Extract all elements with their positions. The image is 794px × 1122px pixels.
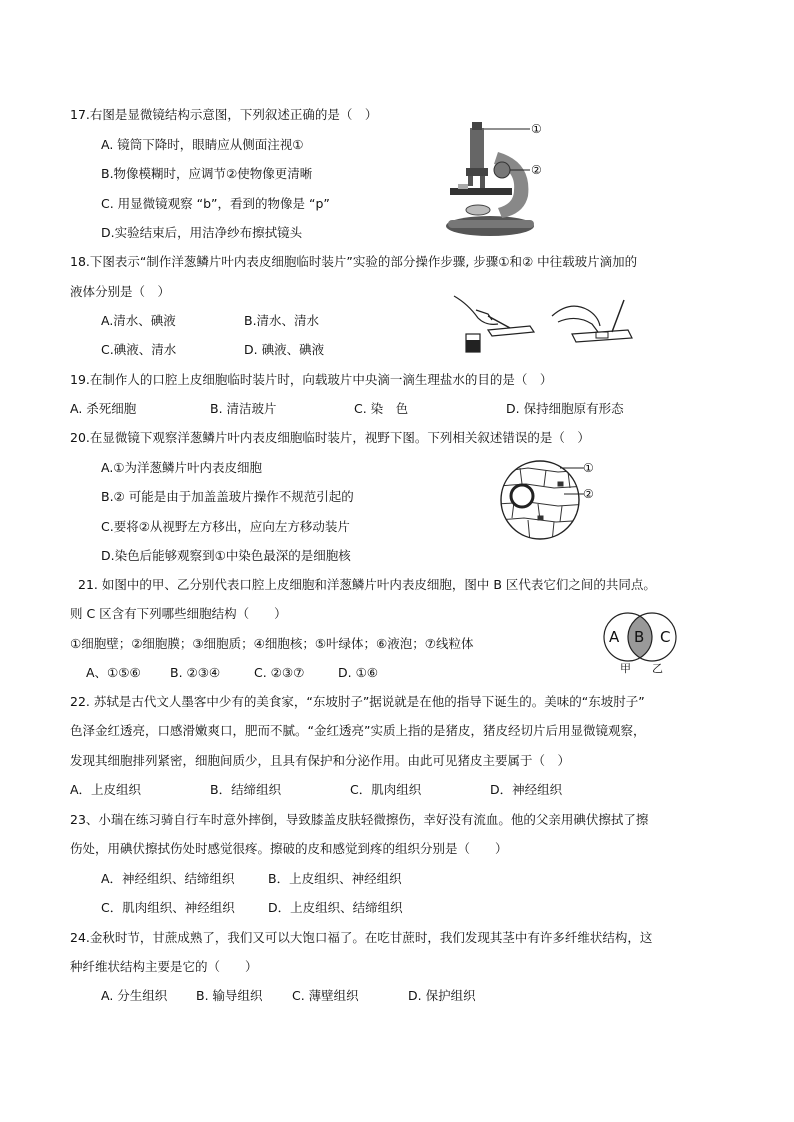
q20-option-a: A.①为洋葱鳞片叶内表皮细胞 xyxy=(101,460,263,475)
q21-items: ①细胞壁；②细胞膜；③细胞质；④细胞核；⑤叶绿体；⑥液泡；⑦线粒体 xyxy=(70,636,474,651)
q20-label-2: ② xyxy=(583,487,594,501)
slide-step-1-figure xyxy=(448,290,538,356)
q20-option-d: D.染色后能够观察到①中染色最深的是细胞核 xyxy=(101,548,351,563)
q17-label-2: ② xyxy=(531,163,542,177)
q17-option-b: B.物像模糊时，应调节②使物像更清晰 xyxy=(101,166,313,181)
venn-label-b: B xyxy=(634,628,645,646)
q21-option-c: C. ②③⑦ xyxy=(254,665,305,680)
q19-option-c: C. 染 色 xyxy=(354,401,409,416)
q19-option-a: A. 杀死细胞 xyxy=(70,401,137,416)
microscope-field-figure xyxy=(498,458,592,542)
q20-option-c: C.要将②从视野左方移出，应向左方移动装片 xyxy=(101,519,350,534)
q18-option-d: D. 碘液、碘液 xyxy=(244,342,325,357)
q24-line-1: 24.金秋时节，甘蔗成熟了，我们又可以大饱口福了。在吃甘蔗时，我们发现其茎中有许多纤维状结构，这 xyxy=(70,930,653,945)
q24-option-a: A. 分生组织 xyxy=(101,988,168,1003)
q24-option-c: C. 薄壁组织 xyxy=(292,988,359,1003)
q17-option-d: D.实验结束后，用洁净纱布擦拭镜头 xyxy=(101,225,303,240)
q17-option-a: A. 镜筒下降时，眼睛应从侧面注视① xyxy=(101,137,304,152)
q22-option-c: C．肌肉组织 xyxy=(350,782,422,797)
q21-option-b: B. ②③④ xyxy=(170,665,221,680)
q19-stem: 19.在制作人的口腔上皮细胞临时装片时，向载玻片中央滴一滴生理盐水的目的是（ ） xyxy=(70,372,553,387)
q24-option-b: B. 输导组织 xyxy=(196,988,263,1003)
q22-line-1: 22. 苏轼是古代文人墨客中少有的美食家，“东坡肘子”据说就是在他的指导下诞生的。美味的“东坡肘子” xyxy=(70,694,645,709)
q23-line-1: 23、小瑞在练习骑自行车时意外摔倒，导致膝盖皮肤轻微擦伤，幸好没有流血。他的父亲用碘伏擦拭了擦 xyxy=(70,812,649,827)
q21-option-a: A、①⑤⑥ xyxy=(86,665,141,680)
q19-option-b: B. 清洁玻片 xyxy=(210,401,277,416)
q20-option-b: B.② 可能是由于加盖盖玻片操作不规范引起的 xyxy=(101,489,354,504)
venn-label-jia: 甲 xyxy=(620,662,631,675)
q18-option-b: B.清水、清水 xyxy=(244,313,320,328)
q21-stem: 21. 如图中的甲、乙分别代表口腔上皮细胞和洋葱鳞片叶内表皮细胞，图中 B 区代表它们之间的共同点。 xyxy=(78,577,656,592)
venn-label-a: A xyxy=(609,628,620,646)
q22-option-b: B．结缔组织 xyxy=(210,782,282,797)
q21-stem-cont: 则 C 区含有下列哪些细胞结构（ ） xyxy=(70,606,287,621)
q24-option-d: D. 保护组织 xyxy=(408,988,476,1003)
venn-label-c: C xyxy=(660,628,671,646)
q20-label-1: ① xyxy=(583,461,594,475)
q18-option-c: C.碘液、清水 xyxy=(101,342,177,357)
q23-option-c: C．肌肉组织、神经组织 xyxy=(101,900,235,915)
q22-option-d: D．神经组织 xyxy=(490,782,563,797)
q23-option-b: B．上皮组织、神经组织 xyxy=(268,871,402,886)
q17-stem: 17.右图是显微镜结构示意图，下列叙述正确的是（ ） xyxy=(70,107,378,122)
q23-line-2: 伤处，用碘伏擦拭伤处时感觉很疼。擦破的皮和感觉到疼的组织分别是（ ） xyxy=(70,841,508,856)
q21-option-d: D. ①⑥ xyxy=(338,665,378,680)
q22-option-a: A．上皮组织 xyxy=(70,782,142,797)
q20-stem: 20.在显微镜下观察洋葱鳞片叶内表皮细胞临时装片，视野下图。下列相关叙述错误的是（ ） xyxy=(70,430,590,445)
q24-line-2: 种纤维状结构主要是它的（ ） xyxy=(70,959,258,974)
microscope-figure xyxy=(440,118,560,240)
q18-stem-cont: 液体分别是（ ） xyxy=(70,284,171,299)
venn-label-yi: 乙 xyxy=(652,662,663,675)
q22-line-2: 色泽金红透亮，口感滑嫩爽口，肥而不腻。“金红透亮”实质上指的是猪皮，猪皮经切片后用显微镜观察， xyxy=(70,723,646,738)
q22-line-3: 发现其细胞排列紧密，细胞间质少，且具有保护和分泌作用。由此可见猪皮主要属于（ ） xyxy=(70,753,571,768)
q18-stem: 18.下图表示“制作洋葱鳞片叶内表皮细胞临时装片”实验的部分操作步骤, 步骤①和② 中往载玻片滴加的 xyxy=(70,254,638,269)
slide-step-2-figure xyxy=(548,296,634,352)
q19-option-d: D. 保持细胞原有形态 xyxy=(506,401,624,416)
q23-option-a: A．神经组织、结缔组织 xyxy=(101,871,235,886)
q18-option-a: A.清水、碘液 xyxy=(101,313,176,328)
q23-option-d: D．上皮组织、结缔组织 xyxy=(268,900,403,915)
q17-option-c: C. 用显微镜观察 “b”，看到的物像是 “p” xyxy=(101,196,330,211)
q17-label-1: ① xyxy=(531,122,542,136)
